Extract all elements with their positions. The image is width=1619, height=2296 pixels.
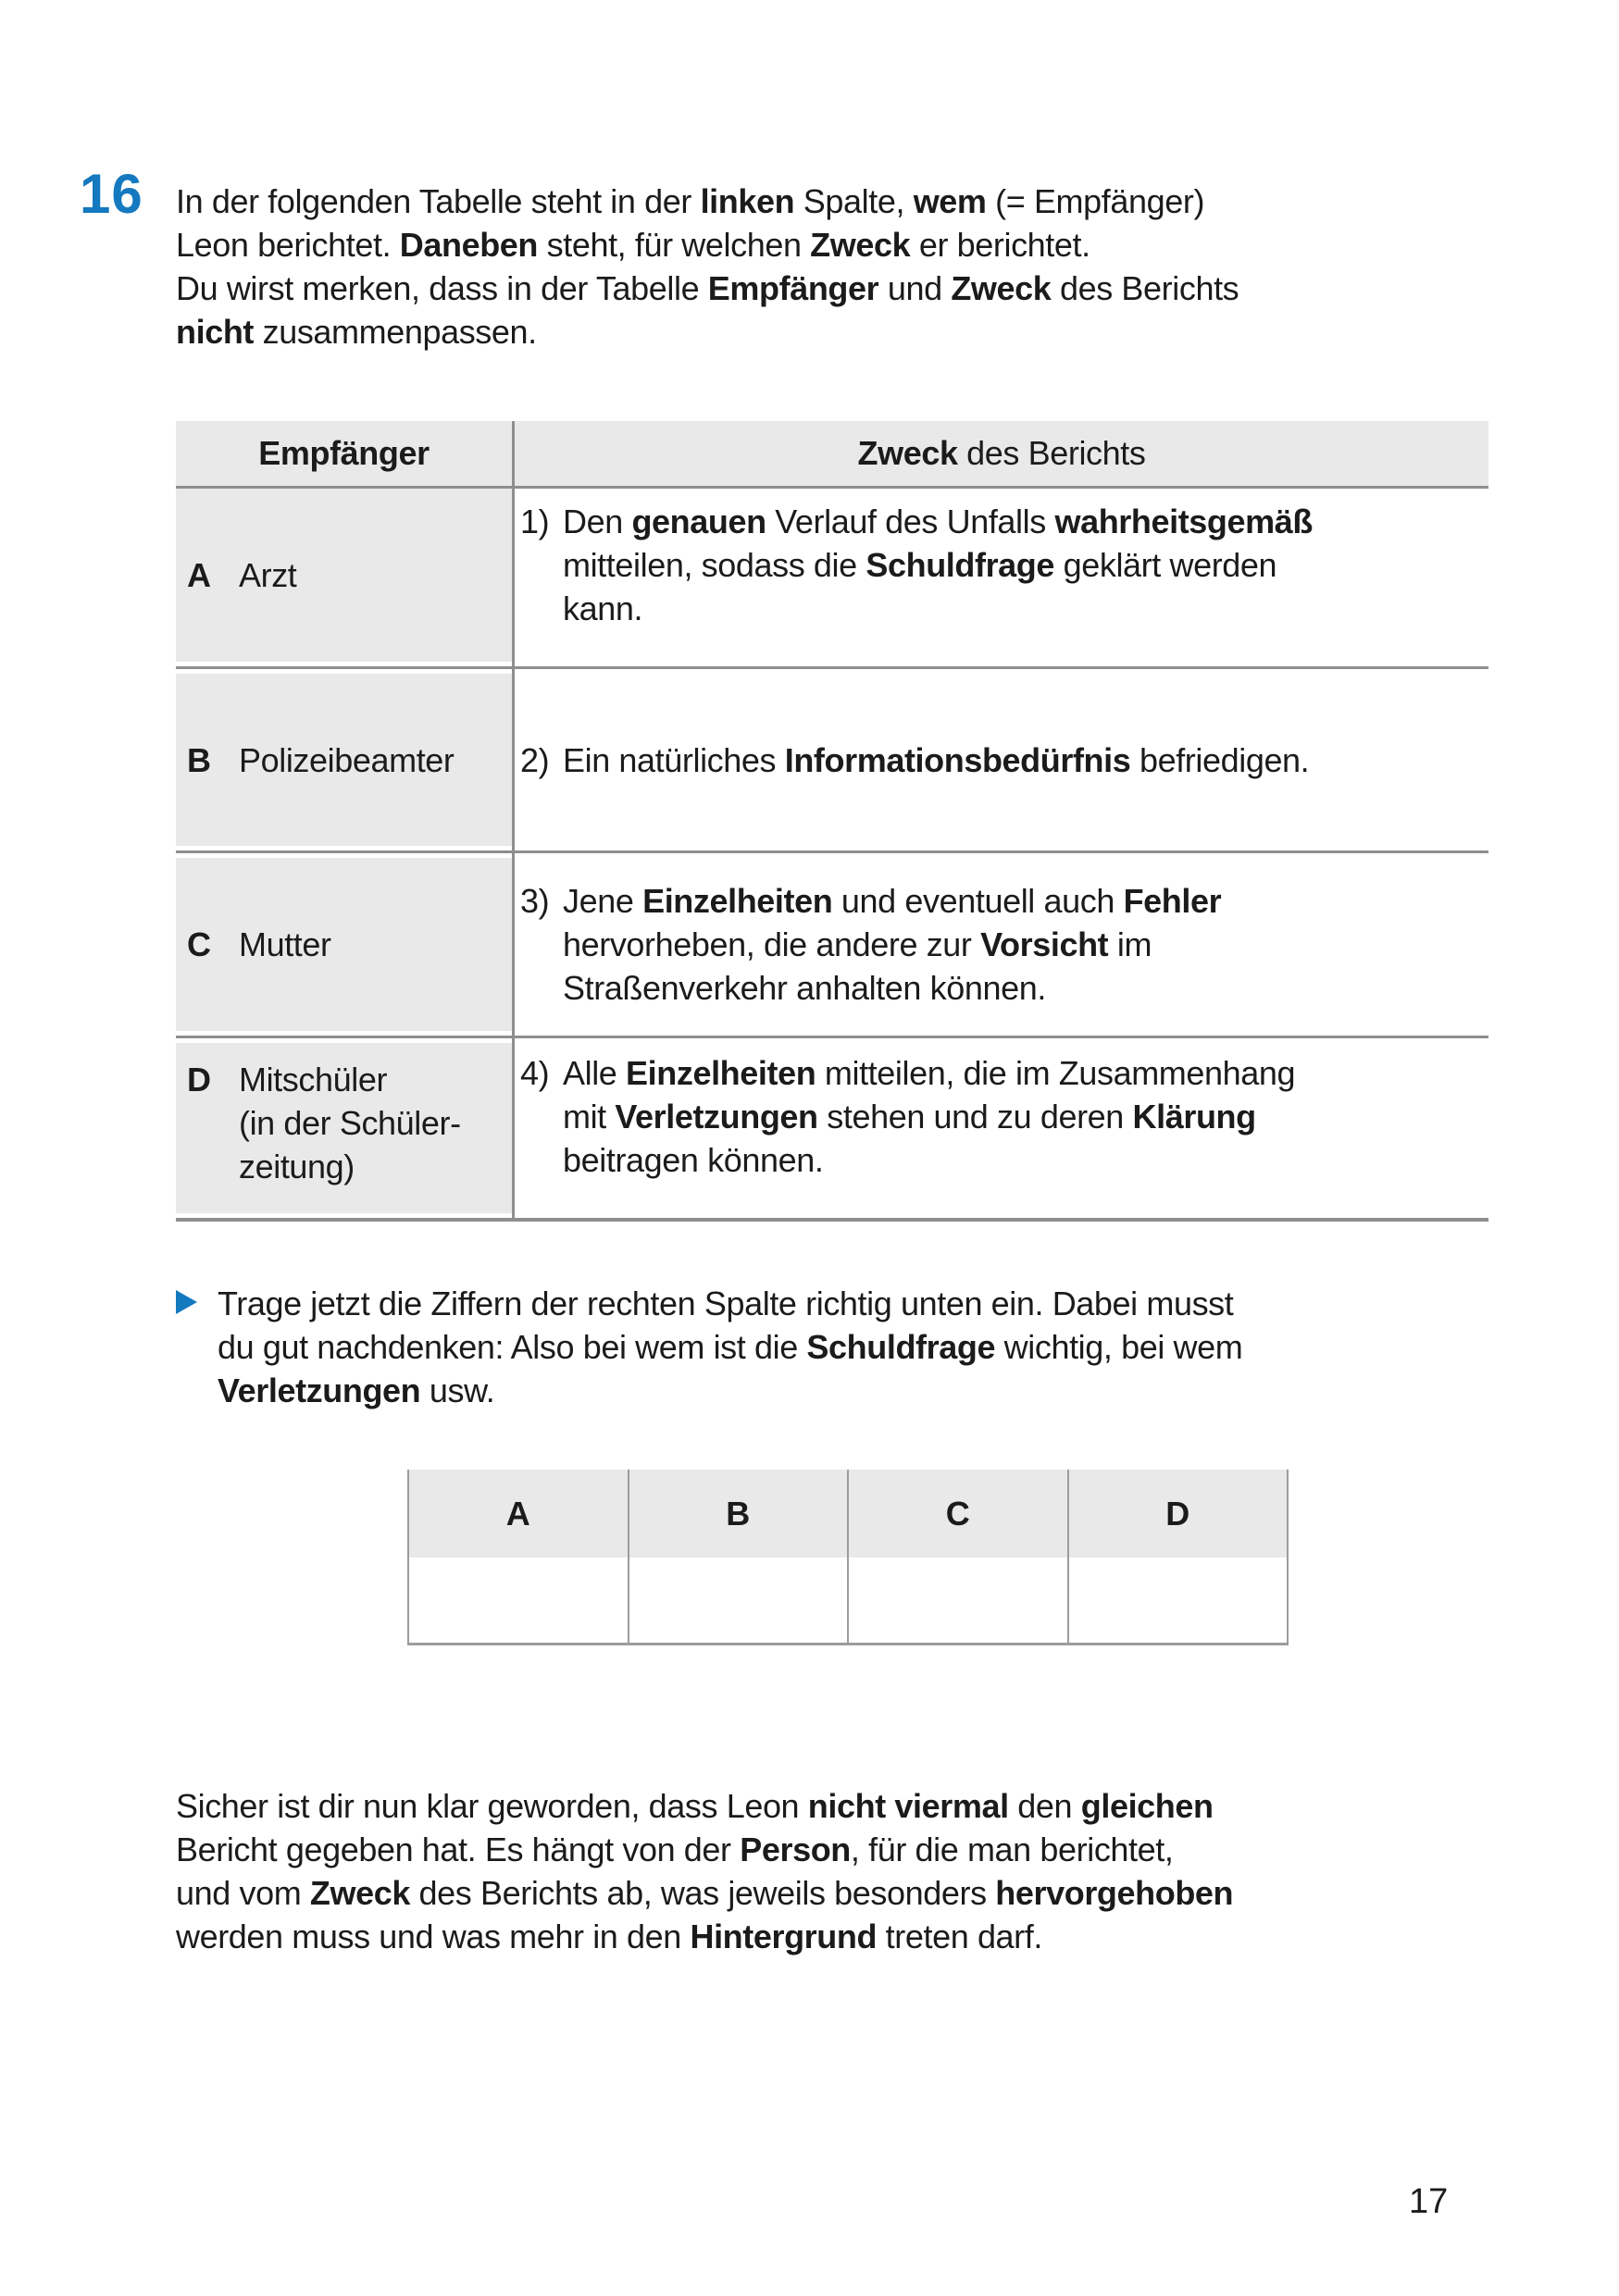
purpose-number: 2) bbox=[520, 740, 550, 779]
header-cell-empfaenger: Empfänger bbox=[176, 421, 512, 486]
purpose-text: Alle Einzelheiten mitteilen, die im Zusammenhang mit Verletzungen stehen und zu deren Klärung beitragen können. bbox=[563, 1054, 1296, 1179]
purpose-number: 1) bbox=[520, 503, 550, 540]
recipient-name: Mutter bbox=[239, 925, 331, 963]
row-letter: C bbox=[187, 925, 211, 963]
purpose-number: 4) bbox=[520, 1054, 550, 1092]
recipient-name: Mitschüler (in der Schüler- zeitung) bbox=[239, 1061, 461, 1185]
table-row-c bbox=[176, 853, 1488, 1038]
table-row-a bbox=[176, 489, 1488, 669]
intro-paragraph: In der folgenden Tabelle steht in der linken Spalte, wem (= Empfänger) Leon berichtet. Daneben steht, für welchen Zweck er berichtet. Du wirst merken, dass in der Tabelle Empfänger und Zweck des Berichts nicht zusammenpassen. bbox=[176, 182, 1239, 351]
purpose-text: Den genauen Verlauf des Unfalls wahrheitsgemäß mitteilen, sodass die Schuldfrage geklärt werden kann. bbox=[563, 503, 1313, 627]
purpose-cell-1 bbox=[512, 489, 1488, 666]
row-letter: B bbox=[187, 740, 211, 779]
answer-cell-a bbox=[407, 1558, 628, 1643]
purpose-cell-3 bbox=[512, 853, 1488, 1036]
table-row-b bbox=[176, 669, 1488, 853]
recipient-name: Polizeibeamter bbox=[239, 740, 455, 779]
purpose-cell-2 bbox=[512, 669, 1488, 850]
table-row-d bbox=[176, 1038, 1488, 1222]
closing-paragraph: Sicher ist dir nun klar geworden, dass Leon nicht viermal den gleichen Bericht gegeben hat. Es hängt von der Person, für die man berichtet, und vom Zweck des Berichts ab, was jeweils besonders hervorgehoben werden muss und was mehr in den Hintergrund treten darf. bbox=[176, 1787, 1234, 1955]
page-number: 17 bbox=[1409, 2182, 1449, 2221]
purpose-cell-4 bbox=[512, 1038, 1488, 1218]
recipient-cell-b bbox=[176, 669, 512, 850]
purpose-text: Jene Einzelheiten und eventuell auch Fehler hervorheben, die andere zur Vorsicht im Straßenverkehr anhalten können. bbox=[563, 882, 1222, 1007]
recipient-purpose-table bbox=[176, 421, 1488, 1222]
answer-cell-c bbox=[847, 1558, 1067, 1643]
task-text: Trage jetzt die Ziffern der rechten Spalte richtig unten ein. Dabei musst du gut nachdenken: Also bei wem ist die Schuldfrage wichtig, bei wem Verletzungen usw. bbox=[218, 1285, 1243, 1409]
row-letter: A bbox=[187, 556, 211, 594]
exercise-number: 16 bbox=[80, 163, 143, 225]
bullet-triangle-icon bbox=[176, 1290, 197, 1314]
answer-header-c: C bbox=[847, 1470, 1067, 1558]
answer-header-b: B bbox=[628, 1470, 848, 1558]
answer-cell-d bbox=[1067, 1558, 1289, 1643]
row-letter: D bbox=[187, 1061, 211, 1098]
answer-header-row bbox=[407, 1470, 1289, 1558]
purpose-number: 3) bbox=[520, 882, 550, 920]
recipient-cell-a bbox=[176, 489, 512, 666]
answer-header-d: D bbox=[1067, 1470, 1289, 1558]
answer-input-row bbox=[407, 1558, 1289, 1643]
task-paragraph bbox=[176, 1282, 1500, 1412]
answer-table bbox=[407, 1470, 1289, 1645]
table-header-row bbox=[176, 421, 1488, 489]
purpose-text: Ein natürliches Informationsbedürfnis befriedigen. bbox=[563, 740, 1310, 779]
recipient-name: Arzt bbox=[239, 556, 297, 594]
recipient-cell-d bbox=[176, 1038, 512, 1218]
header-cell-zweck: Zweck des Berichts bbox=[512, 421, 1488, 486]
answer-header-a: A bbox=[407, 1470, 628, 1558]
recipient-cell-c bbox=[176, 853, 512, 1036]
answer-cell-b bbox=[628, 1558, 848, 1643]
